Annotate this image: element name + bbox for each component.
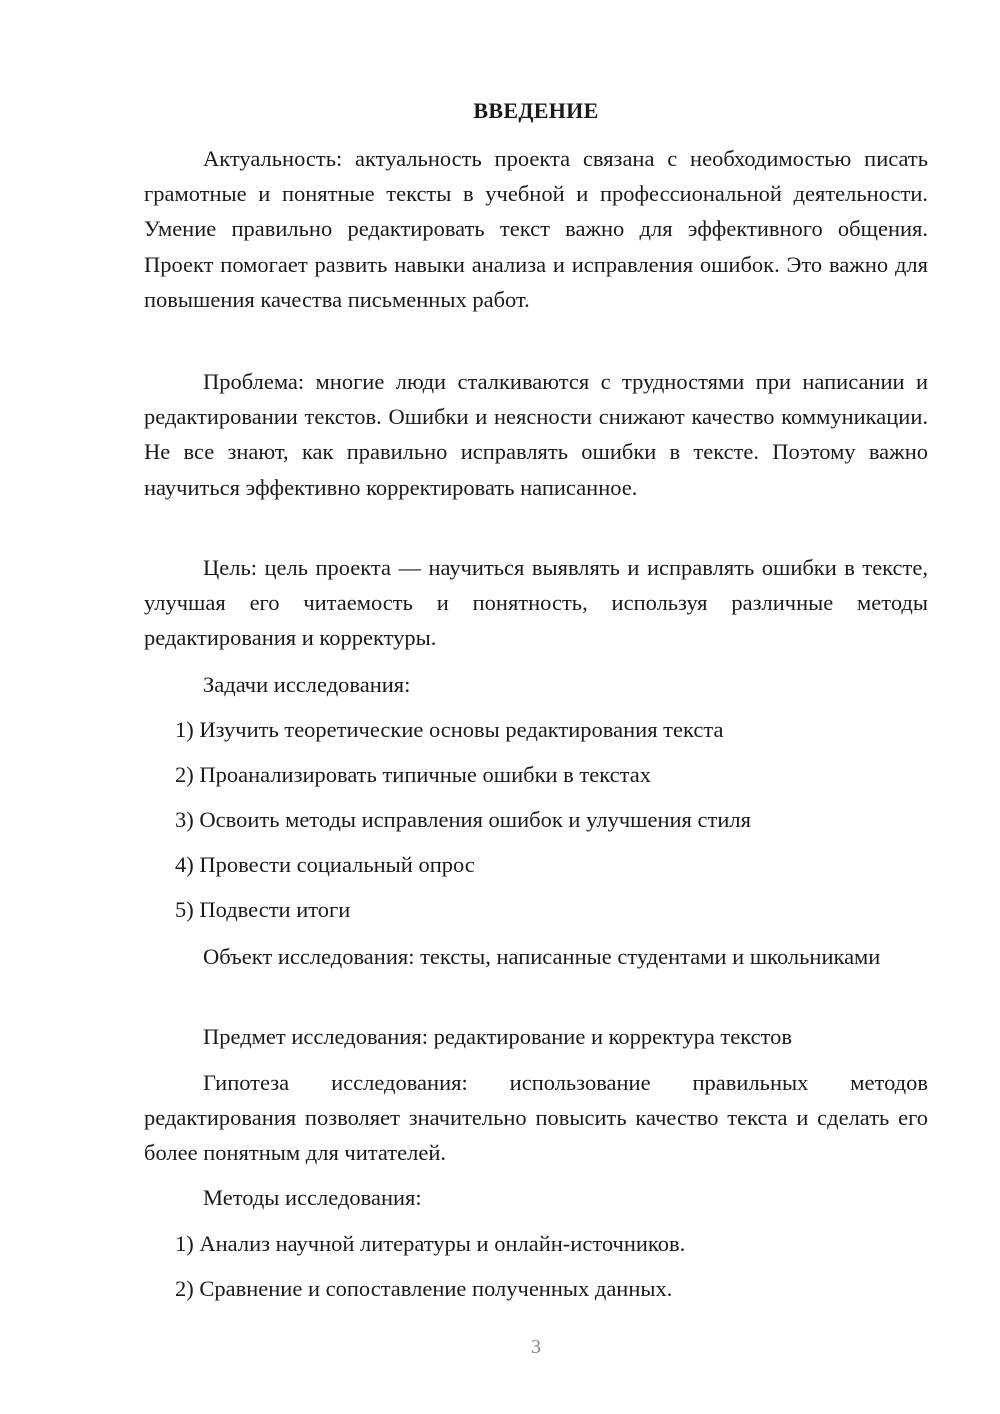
hypothesis-paragraph: Гипотеза исследования: использование правильных методов редактирования позволяет значительно повысить качество текста и сделать его более понятным для читателей.: [144, 1070, 928, 1166]
object-paragraph: Объект исследования: тексты, написанные студентами и школьниками: [203, 944, 881, 969]
problem-paragraph: Проблема: многие люди сталкиваются с трудностями при написании и редактировании текстов. Ошибки и неясности снижают качество коммуникации. Не все знают, как правильно исправлять ошибки в тексте. Поэтому важно научиться эффективно корректировать написанное.: [144, 369, 928, 500]
task-item-3: 3) Освоить методы исправления ошибок и улучшения стиля: [175, 807, 751, 832]
page-number: 3: [531, 1336, 541, 1358]
section-heading: ВВЕДЕНИЕ: [473, 98, 599, 123]
task-item-2: 2) Проанализировать типичные ошибки в текстах: [175, 762, 651, 787]
relevance-paragraph: Актуальность: актуальность проекта связана с необходимостью писать грамотные и понятные тексты в учебной и профессиональной деятельности. Умение правильно редактировать текст важно для эффективного общения. Проект помогает развить навыки анализа и исправления ошибок. Это важно для повышения качества письменных работ.: [144, 146, 928, 312]
method-item-1: 1) Анализ научной литературы и онлайн-источников.: [175, 1231, 686, 1256]
goal-paragraph: Цель: цель проекта — научиться выявлять и исправлять ошибки в тексте, улучшая его читаемость и понятность, используя различные методы редактирования и корректуры.: [144, 555, 928, 651]
task-item-4: 4) Провести социальный опрос: [175, 852, 475, 877]
subject-paragraph: Предмет исследования: редактирование и корректура текстов: [203, 1024, 793, 1049]
method-item-2: 2) Сравнение и сопоставление полученных данных.: [175, 1276, 673, 1301]
methods-title: Методы исследования:: [203, 1185, 422, 1210]
tasks-title: Задачи исследования:: [203, 672, 411, 697]
task-item-1: 1) Изучить теоретические основы редактирования текста: [175, 717, 724, 742]
task-item-5: 5) Подвести итоги: [175, 897, 351, 922]
